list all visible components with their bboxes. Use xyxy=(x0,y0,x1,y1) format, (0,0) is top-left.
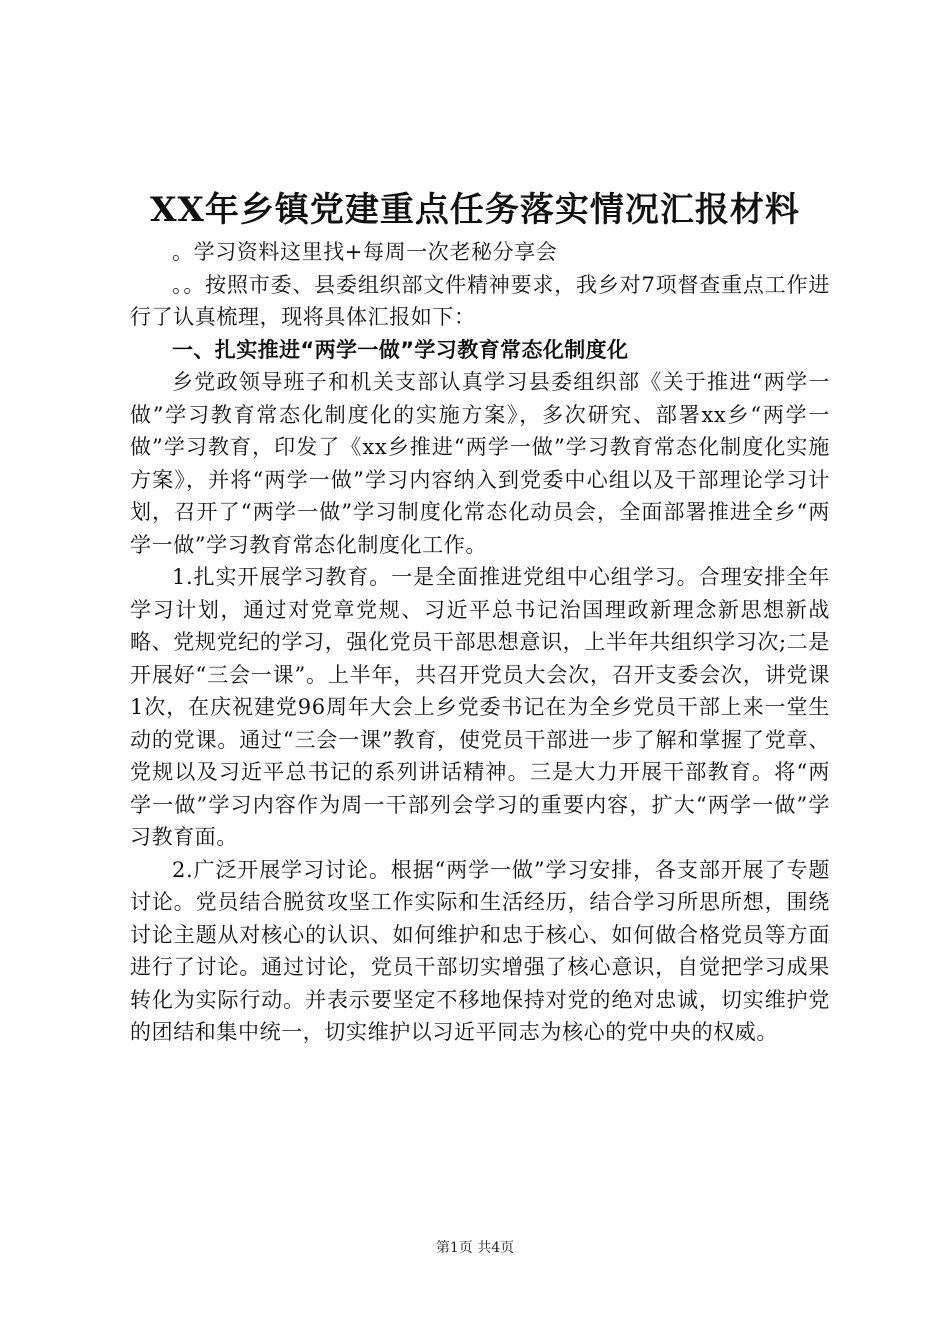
intro-paragraph: 。。按照市委、县委组织部文件精神要求，我乡对7项督查重点工作进行了认真梳理，现将具体汇报如下： xyxy=(130,272,830,329)
page-footer: 第1页 共4页 xyxy=(435,1240,515,1256)
section-heading-1: 一、扎实推进“两学一做”学习教育常态化制度化 xyxy=(172,337,629,362)
intro-note: 。学习资料这里找+每周一次老秘分享会 xyxy=(172,240,558,264)
document-body xyxy=(130,236,830,1049)
body-paragraph: 1.扎实开展学习教育。一是全面推进党组中心组学习。合理安排全年学习计划，通过对党章党规、习近平总书记治国理政新理念新思想新战略、党规党纪的学习，强化党员干部思想意识，上半年共组织学习次;二是开展好“三会一课”。上半年，共召开党员大会次，召开支委会次，讲党课1次，在庆祝建党96周年大会上乡党委书记在为全乡党员干部上来一堂生动的党课。通过“三会一课”教育，使党员干部进一步了解和掌握了党章、党规以及习近平总书记的系列讲话精神。三是大力开展干部教育。将“两学一做”学习内容作为周一干部列会学习的重要内容，扩大“两学一做”学习教育面。 xyxy=(130,565,830,849)
body-paragraph: 2.广泛开展学习讨论。根据“两学一做”学习安排，各支部开展了专题讨论。党员结合脱贫攻坚工作实际和生活经历，结合学习所思所想，围绕讨论主题从对核心的认识、如何维护和忠于核心、如何做合格党员等方面进行了讨论。通过讨论，党员干部切实增强了核心意识，自觉把学习成果转化为实际行动。并表示要坚定不移地保持对党的绝对忠诚，切实维护党的团结和集中统一，切实维护以习近平同志为核心的党中央的权威。 xyxy=(130,857,830,1044)
body-paragraph: 乡党政领导班子和机关支部认真学习县委组织部《关于推进“两学一做”学习教育常态化制度化的实施方案》，多次研究、部署xx乡“两学一做”学习教育，印发了《xx乡推进“两学一做”学习教育常态化制度化实施方案》，并将“两学一做”学习内容纳入到党委中心组以及干部理论学习计划，召开了“两学一做”学习制度化常态化动员会，全面部署推进全乡“两学一做”学习教育常态化制度化工作。 xyxy=(130,370,830,557)
document-title: XX年乡镇党建重点任务落实情况汇报材料 xyxy=(150,190,800,230)
